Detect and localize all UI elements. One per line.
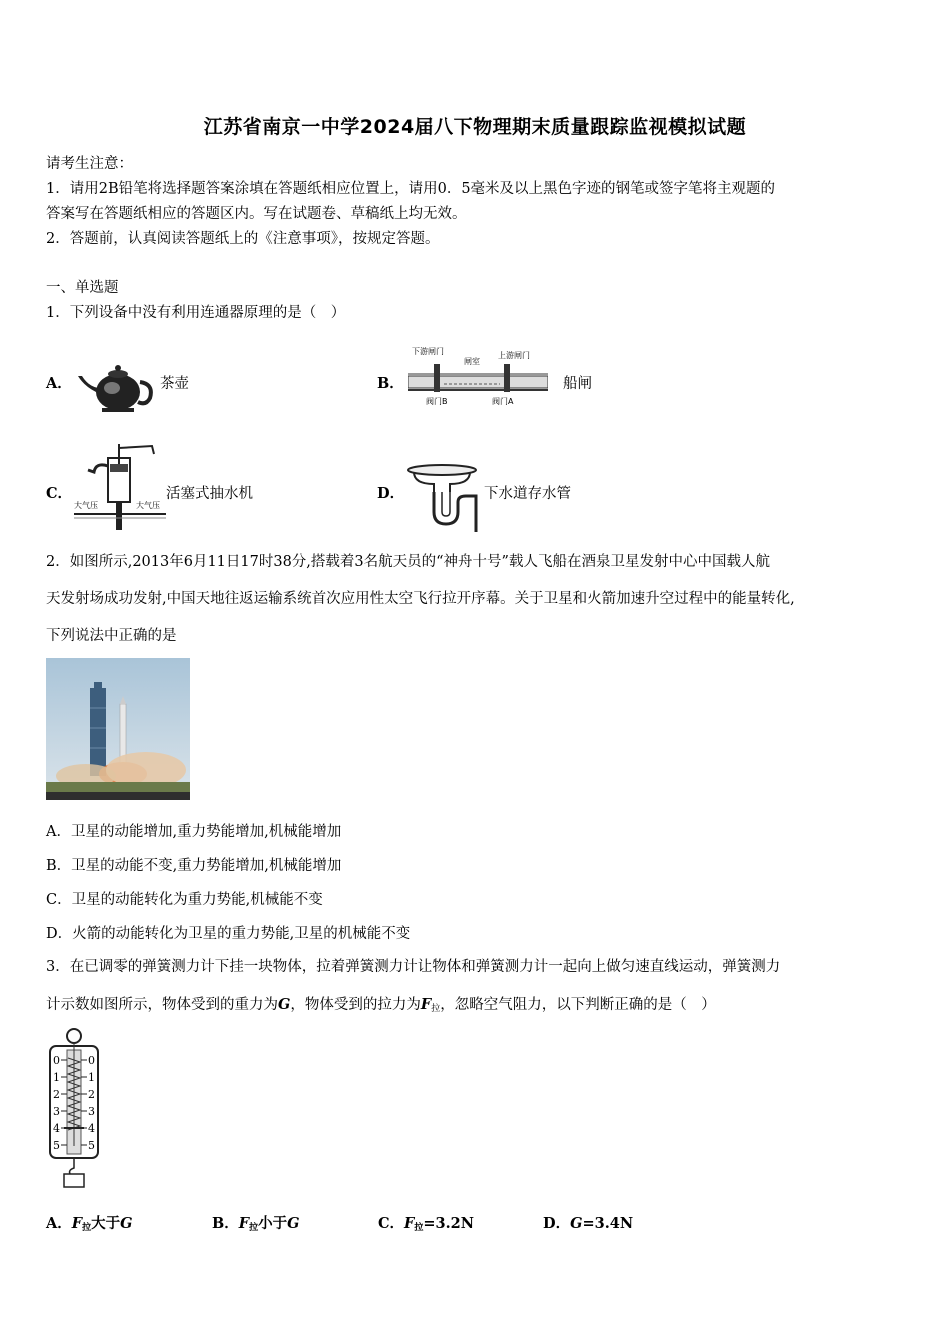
- q1-option-b-letter[interactable]: B．: [377, 375, 404, 392]
- teapot-icon: [76, 362, 162, 418]
- q3-option-d-letter: D．: [543, 1215, 571, 1232]
- q3-option-a-g: G: [120, 1215, 133, 1232]
- lock-label-chamber: 闸室: [464, 357, 480, 366]
- q3-option-a[interactable]: [46, 1212, 132, 1233]
- scale-tick-left-2: 2: [53, 1088, 60, 1101]
- q3-option-b-f: F: [238, 1215, 250, 1232]
- q3-stem-text-c: ，忽略空气阻力，以下判断正确的是（ ）: [440, 997, 716, 1013]
- spring-scale-icon: [44, 1028, 104, 1190]
- q3-option-d-mid: =3.4N: [582, 1215, 634, 1232]
- scale-tick-right-5: 5: [88, 1139, 95, 1152]
- q1-option-a-label: 茶壶: [160, 376, 189, 392]
- q3-option-b-mid: 小于: [258, 1215, 288, 1232]
- q3-option-a-letter: A．: [46, 1215, 72, 1232]
- q3-stem-line-1: 3．在已调零的弹簧测力计下挂一块物体，拉着弹簧测力计让物体和弹簧测力计一起向上做匀速直线运动，弹簧测力: [46, 959, 781, 975]
- q3-option-a-sub: 拉: [82, 1223, 92, 1233]
- q1-stem: 1．下列设备中没有利用连通器原理的是（ ）: [46, 305, 346, 321]
- pump-label-atm-right: 大气压: [136, 501, 160, 510]
- ship-lock-icon: [408, 346, 548, 408]
- lock-label-up-gate: 上游闸门: [498, 351, 530, 360]
- scale-tick-left-0: 0: [53, 1054, 60, 1067]
- scale-tick-right-1: 1: [88, 1071, 95, 1084]
- q2-stem-line-3: 下列说法中正确的是: [46, 628, 177, 644]
- drain-trap-icon: [404, 462, 484, 534]
- q3-option-c-f: F: [404, 1215, 415, 1232]
- scale-tick-left-4: 4: [53, 1122, 60, 1135]
- scale-tick-left-5: 5: [53, 1139, 60, 1152]
- pump-label-atm-left: 大气压: [74, 501, 98, 510]
- q3-stem-text-b: ，物体受到的拉力为: [290, 997, 421, 1013]
- q3-option-d[interactable]: [543, 1212, 633, 1233]
- q3-option-a-mid: 大于: [91, 1215, 121, 1232]
- q1-option-d-label: 下水道存水管: [484, 486, 571, 502]
- scale-tick-right-4: 4: [88, 1122, 95, 1135]
- q2-option-c[interactable]: C．卫星的动能转化为重力势能,机械能不变: [46, 892, 323, 908]
- piston-pump-icon: [74, 444, 166, 532]
- notice-heading: 请考生注意：: [46, 156, 133, 172]
- q3-option-a-f: F: [71, 1215, 83, 1232]
- notice-item-2: 2．答题前，认真阅读答题纸上的《注意事项》，按规定答题。: [46, 231, 440, 247]
- q3-option-d-g: G: [570, 1215, 583, 1232]
- q2-stem-line-1: 2．如图所示,2013年6月11日17时38分,搭载着3名航天员的“神舟十号”载人飞船在酒泉卫星发射中心中国载人航: [46, 554, 770, 570]
- q3-option-b-letter: B．: [212, 1215, 239, 1232]
- q3-symbol-g: G: [278, 996, 291, 1013]
- q3-stem-text-a: 计示数如图所示，物体受到的重力为: [46, 997, 278, 1013]
- q3-option-b-sub: 拉: [249, 1223, 259, 1233]
- q1-option-d-letter[interactable]: D．: [377, 485, 405, 502]
- q1-option-a-letter[interactable]: A．: [46, 375, 72, 392]
- q2-stem-line-2: 天发射场成功发射,中国天地往返运输系统首次应用性太空飞行拉开序幕。关于卫星和火箭加速升空过程中的能量转化,: [46, 591, 795, 607]
- scale-tick-right-3: 3: [88, 1105, 95, 1118]
- lock-label-valve-a: 阀门A: [492, 397, 514, 406]
- q3-option-b[interactable]: [212, 1212, 299, 1233]
- q3-option-c-sub: 拉: [414, 1223, 424, 1233]
- scale-tick-right-2: 2: [88, 1088, 95, 1101]
- rocket-launch-photo: [46, 658, 190, 800]
- page-title: 江苏省南京一中学2024届八下物理期末质量跟踪监视模拟试题: [203, 116, 747, 138]
- lock-label-valve-b: 阀门B: [426, 397, 448, 406]
- lock-label-down-gate: 下游闸门: [412, 347, 444, 356]
- q1-option-b-label: 船闸: [563, 376, 592, 392]
- q3-symbol-f: F: [420, 996, 432, 1013]
- notice-item-1-line-1: 1．请用2B铅笔将选择题答案涂填在答题纸相应位置上，请用0．5毫米及以上黑色字迹的钢笔或签字笔将主观题的: [46, 181, 776, 197]
- scale-tick-left-3: 3: [53, 1105, 60, 1118]
- q2-option-d[interactable]: D．火箭的动能转化为卫星的重力势能,卫星的机械能不变: [46, 926, 411, 942]
- q3-option-c[interactable]: [378, 1212, 474, 1233]
- q1-option-c-label: 活塞式抽水机: [166, 486, 253, 502]
- q3-symbol-f-subscript: 拉: [431, 1004, 441, 1014]
- q3-option-c-mid: =3.2N: [423, 1215, 474, 1232]
- q3-stem-line-2: [46, 986, 906, 1028]
- scale-tick-right-0: 0: [88, 1054, 95, 1067]
- q3-option-c-letter: C．: [378, 1215, 405, 1232]
- notice-item-1-line-2: 答案写在答题纸相应的答题区内。写在试题卷、草稿纸上均无效。: [46, 206, 467, 222]
- q2-option-b[interactable]: B．卫星的动能不变,重力势能增加,机械能增加: [46, 858, 342, 874]
- section-heading: 一、单选题: [46, 280, 119, 296]
- q3-option-b-g: G: [287, 1215, 300, 1232]
- scale-tick-left-1: 1: [53, 1071, 60, 1084]
- q2-option-a[interactable]: A．卫星的动能增加,重力势能增加,机械能增加: [46, 824, 342, 840]
- q1-option-c-letter[interactable]: C．: [46, 485, 73, 502]
